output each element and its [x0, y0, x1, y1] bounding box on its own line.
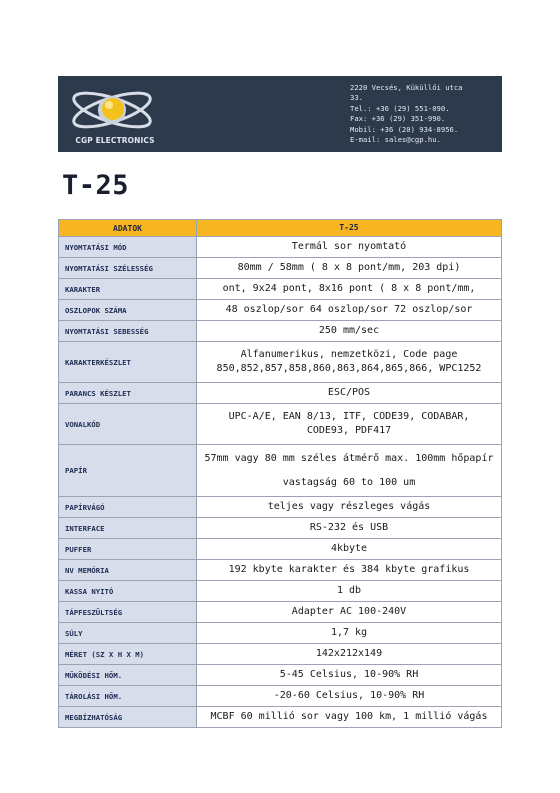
row-value: 48 oszlop/sor 64 oszlop/sor 72 oszlop/sor: [197, 300, 502, 321]
row-label: KARAKTER: [59, 279, 197, 300]
row-value: 80mm / 58mm ( 8 x 8 pont/mm, 203 dpi): [197, 258, 502, 279]
contact-phone: Tel.: +36 (29) 551-090.: [350, 103, 450, 113]
table-row: [59, 623, 502, 644]
spec-table-header: [59, 220, 502, 237]
row-value: Termál sor nyomtató: [197, 237, 502, 258]
table-row: [59, 497, 502, 518]
row-label: TÁROLÁSI HŐM.: [59, 686, 197, 707]
row-label: PUFFER: [59, 539, 197, 560]
row-value: [197, 445, 502, 497]
row-value: [197, 342, 502, 383]
row-label: VONALKÓD: [59, 404, 197, 445]
row-value: 4kbyte: [197, 539, 502, 560]
row-label: MŰKÖDÉSI HŐM.: [59, 665, 197, 686]
table-row: [59, 321, 502, 342]
row-value: [197, 404, 502, 445]
row-label: MEGBÍZHATÓSÁG: [59, 707, 197, 728]
table-row: [59, 665, 502, 686]
row-value: ESC/POS: [197, 383, 502, 404]
row-label: NV MEMÓRIA: [59, 560, 197, 581]
table-row: [59, 644, 502, 665]
contact-info: [350, 83, 500, 145]
row-value-line: 850,852,857,858,860,863,864,865,866, WPC1252: [216, 363, 482, 374]
table-row: [59, 560, 502, 581]
company-header: [58, 76, 502, 152]
row-label: MÉRET (SZ X H X M): [59, 644, 197, 665]
table-row: [59, 342, 502, 383]
row-label: SÚLY: [59, 623, 197, 644]
table-row: [59, 404, 502, 445]
row-value-line: vastagság 60 to 100 um: [282, 476, 416, 488]
row-value-line: 57mm vagy 80 mm széles átmérő max. 100mm hőpapír: [204, 452, 494, 464]
table-row: [59, 258, 502, 279]
contact-email[interactable]: E-mail: sales@cgp.hu.: [350, 135, 441, 145]
table-row: [59, 445, 502, 497]
table-row: [59, 279, 502, 300]
row-value: -20-60 Celsius, 10-90% RH: [197, 686, 502, 707]
row-label: NYOMTATÁSI MÓD: [59, 237, 197, 258]
contact-address: 2220 Vecsés, Küküllői utca: [350, 83, 463, 92]
row-value-line: Alfanumerikus, nemzetközi, Code page: [240, 349, 458, 360]
contact-mobile: Mobil: +36 (20) 934-8956.: [350, 124, 459, 134]
row-value: 1,7 kg: [197, 623, 502, 644]
table-row: [59, 237, 502, 258]
table-row: [59, 383, 502, 404]
table-row: [59, 518, 502, 539]
row-value: 192 kbyte karakter és 384 kbyte grafikus: [197, 560, 502, 581]
row-value: 142x212x149: [197, 644, 502, 665]
row-label: NYOMTATÁSI SZÉLESSÉG: [59, 258, 197, 279]
product-title: T-25: [62, 170, 130, 201]
table-row: [59, 539, 502, 560]
row-value-line: CODE93, PDF417: [306, 425, 392, 436]
row-value: MCBF 60 millió sor vagy 100 km, 1 millió vágás: [197, 707, 502, 728]
row-value-line: UPC-A/E, EAN 8/13, ITF, CODE39, CODABAR,: [228, 411, 470, 422]
table-row: [59, 686, 502, 707]
row-value: ont, 9x24 pont, 8x16 pont ( 8 x 8 pont/mm,: [197, 279, 502, 300]
table-row: [59, 300, 502, 321]
row-label: PAPÍRVÁGÓ: [59, 497, 197, 518]
table-row: [59, 707, 502, 728]
row-label: TÁPFESZÜLTSÉG: [59, 602, 197, 623]
row-value: 1 db: [197, 581, 502, 602]
row-value: teljes vagy részleges vágás: [197, 497, 502, 518]
row-value: 250 mm/sec: [197, 321, 502, 342]
table-row: [59, 581, 502, 602]
row-label: NYOMTATÁSI SEBESSÉG: [59, 321, 197, 342]
row-value: 5-45 Celsius, 10-90% RH: [197, 665, 502, 686]
table-row: [59, 602, 502, 623]
contact-address-number: 33.: [350, 93, 363, 103]
row-value: RS-232 és USB: [197, 518, 502, 539]
column-header-data: ADATOK: [59, 220, 197, 237]
row-label: PARANCS KÉSZLET: [59, 383, 197, 404]
row-label: PAPÍR: [59, 445, 197, 497]
spec-table: [58, 219, 502, 728]
row-value: Adapter AC 100-240V: [197, 602, 502, 623]
row-label: KASSA NYITÓ: [59, 581, 197, 602]
row-label: INTERFACE: [59, 518, 197, 539]
row-label: OSZLOPOK SZÁMA: [59, 300, 197, 321]
logo-wordmark: CGP ELECTRONICS: [75, 136, 155, 145]
column-header-model: T-25: [197, 220, 502, 237]
contact-fax: Fax: +36 (29) 351-990.: [350, 114, 446, 124]
row-label: KARAKTERKÉSZLET: [59, 342, 197, 383]
